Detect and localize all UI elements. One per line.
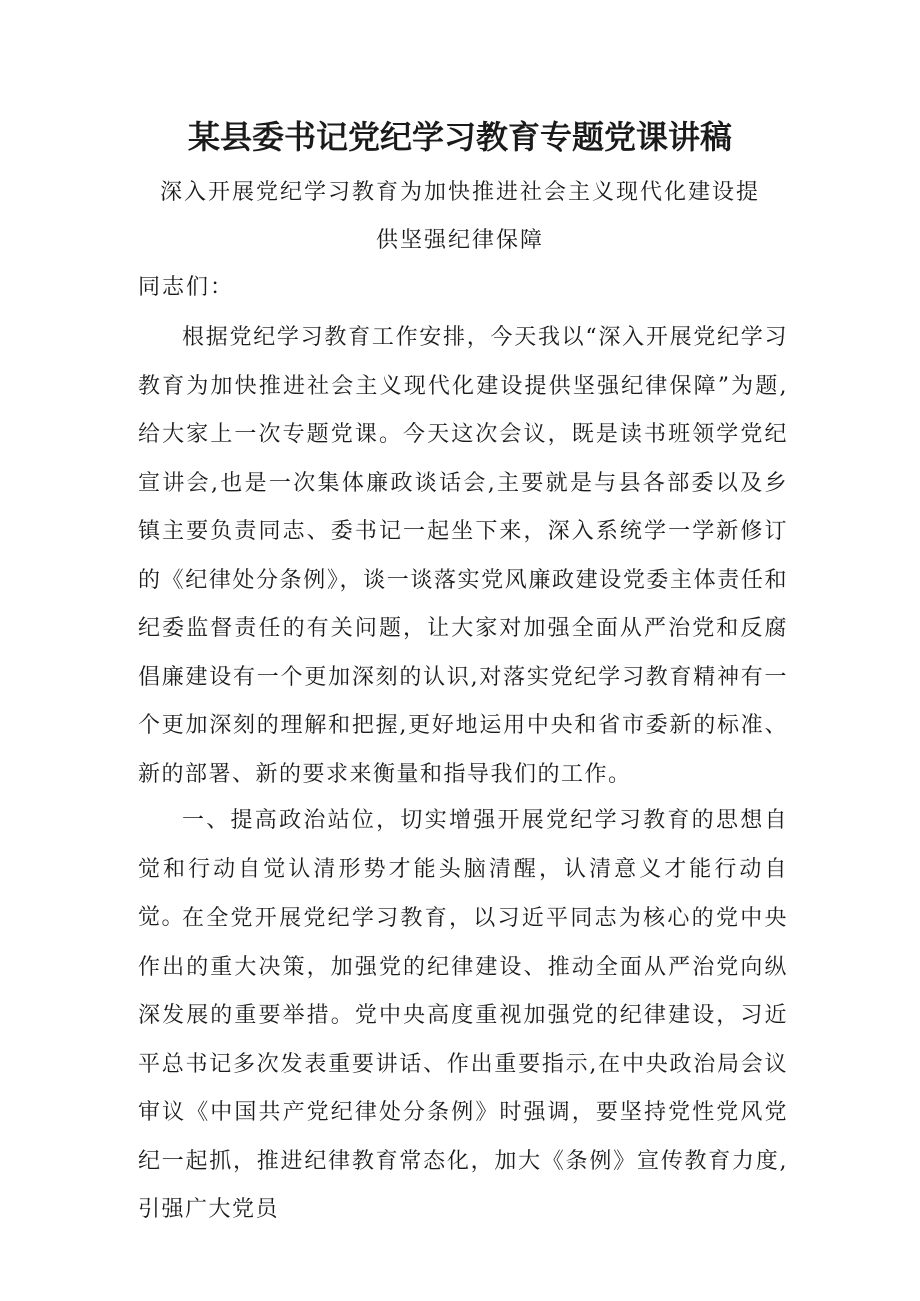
- document-subtitle-line2: 供坚强纪律保障: [375, 228, 544, 253]
- document-title: 某县委书记党纪学习教育专题党课讲稿: [187, 118, 732, 156]
- salutation: 同志们：: [138, 275, 235, 300]
- body-paragraph-intro: 根据党纪学习教育工作安排，今天我以“深入开展党纪学习教育为加快推进社会主义现代化建设提供坚强纪律保障”为题,给大家上一次专题党课。今天这次会议，既是读书班领学党纪宣讲会,也是一次集体廉政谈话会,主要就是与县各部委以及乡镇主要负责同志、委书记一起坐下来，深入系统学一学新修订的《纪律处分条例》，谈一谈落实党风廉政建设党委主体责任和纪委监督责任的有关问题，让大家对加强全面从严治党和反腐倡廉建设有一个更加深刻的认识,对落实党纪学习教育精神有一个更加深刻的理解和把握,更好地运用中央和省市委新的标准、新的部署、新的要求来衡量和指导我们的工作。: [138, 325, 788, 787]
- body-paragraph-section-heading: 一、提高政治站位，切实增强开展党纪学习教育的思想自觉和行动自觉认清形势才能头脑清醒，认清意义才能行动自觉。: [138, 808, 788, 930]
- body-paragraph: 在全党开展党纪学习教育，以习近平同志为核心的党中央作出的重大决策，加强党的纪律建设、推动全面从严治党向纵深发展的重要举措。党中央高度重视加强党的纪律建设，习近平总书记多次发表重要讲话、作出重要指示,在中央政治局会议审议《中国共产党纪律处分条例》时强调，要坚持党性党风党纪一起抓，推进纪律教育常态化，加大《条例》宣传教育力度,引强广大党员: [138, 906, 788, 1222]
- document-subtitle-line1: 深入开展党纪学习教育为加快推进社会主义现代化建设提: [159, 180, 760, 205]
